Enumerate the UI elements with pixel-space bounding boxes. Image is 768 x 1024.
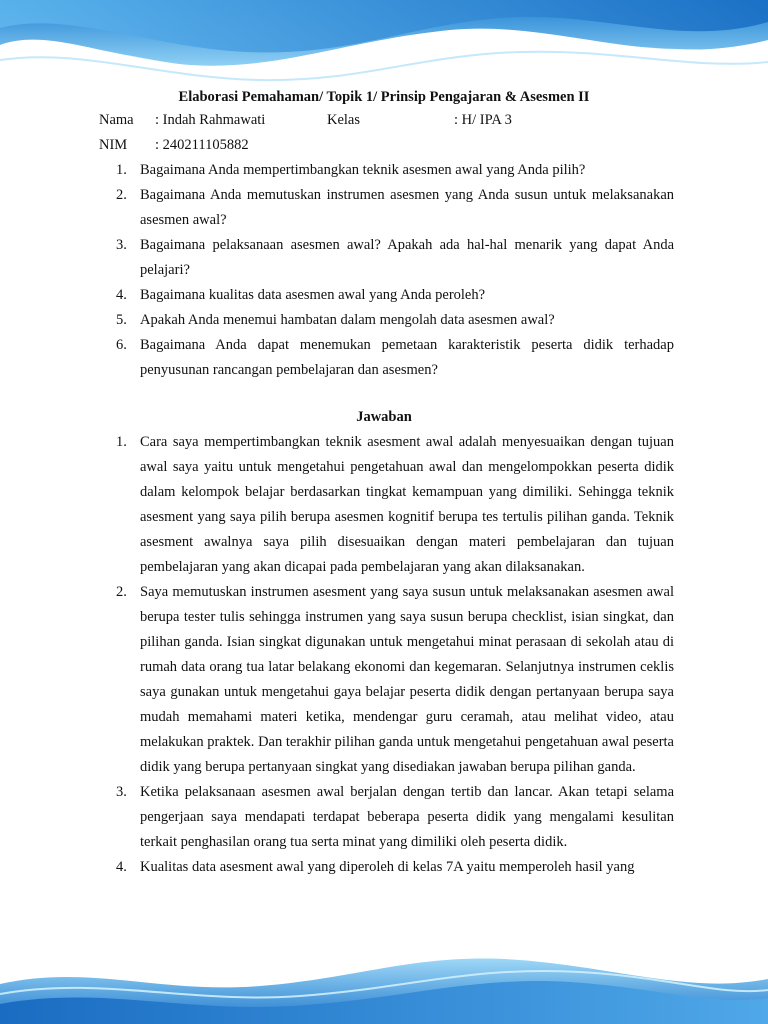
- name-value: : Indah Rahmawati: [155, 112, 266, 128]
- name-row: [0, 108, 768, 133]
- answer-item: [0, 780, 768, 855]
- answer-item: [0, 855, 768, 880]
- question-number: 3.: [116, 237, 127, 253]
- question-text: Bagaimana pelaksanaan asesmen awal? Apakah ada hal-hal menarik yang dapat Anda pelajari?: [140, 237, 674, 278]
- question-item: [0, 158, 768, 183]
- document-body: [0, 86, 768, 880]
- question-number: 6.: [116, 337, 127, 353]
- answer-text: Ketika pelaksanaan asesmen awal berjalan dengan tertib dan lancar. Akan tetapi selama pengerjaan saya mendapati terdapat beberapa peserta didik yang mengalami kesulitan terkait penghasilan orang tua serta minat yang dimiliki oleh peserta didik.: [140, 784, 674, 850]
- question-item: [0, 333, 768, 383]
- answer-number: 3.: [116, 784, 127, 800]
- question-text: Bagaimana kualitas data asesmen awal yang Anda peroleh?: [140, 287, 486, 303]
- footer-wave-decoration: [0, 924, 768, 1024]
- answer-number: 2.: [116, 584, 127, 600]
- question-item: [0, 233, 768, 283]
- question-text: Bagaimana Anda memutuskan instrumen asesmen yang Anda susun untuk melaksanakan asesmen awal?: [140, 187, 674, 228]
- answer-item: [0, 430, 768, 580]
- answer-number: 1.: [116, 434, 127, 450]
- question-item: [0, 183, 768, 233]
- question-item: [0, 283, 768, 308]
- question-number: 1.: [116, 162, 127, 178]
- nim-label: NIM: [99, 137, 128, 153]
- question-number: 4.: [116, 287, 127, 303]
- class-value: : H/ IPA 3: [454, 112, 512, 128]
- answers-heading: Jawaban: [356, 409, 412, 425]
- answer-text: Saya memutuskan instrumen asesment yang saya susun untuk melaksanakan asesmen awal berupa tester tulis sehingga instrumen yang saya susun berupa checklist, isian singkat, dan pilihan ganda. Isian singkat digunakan untuk mengetahui minat perasaan di sekolah atau di rumah data orang tua latar belakang ekonomi dan kegemaran. Selanjutnya instrumen ceklis saya gunakan untuk mengetahui gaya belajar peserta didik dengan pertanyaan berupa saya mudah memahami materi ketika, mendengar guru ceramah, atau melihat video, atau melakukan praktek. Dan terakhir pilihan ganda untuk mengetahui pengetahuan awal peserta didik yang berupa pertanyaan singkat yang disediakan jawaban berupa pilihan ganda.: [140, 584, 674, 775]
- question-number: 5.: [116, 312, 127, 328]
- answer-text: Cara saya mempertimbangkan teknik asesment awal adalah menyesuaikan dengan tujuan awal saya yaitu untuk mengetahui pengetahuan awal dan mengelompokkan peserta didik dalam kelompok belajar berdasarkan tingkat kemampuan yang dimiliki. Sehingga teknik asesment yang saya pilih berupa asesmen kognitif berupa tes tertulis pilihan ganda. Teknik asesment awalnya saya pilih disesuaikan dengan materi pembelajaran dan tujuan pembelajaran yang akan dicapai pada pembelajaran yang akan dilaksanakan.: [140, 434, 674, 575]
- header-wave-decoration: [0, 0, 768, 92]
- question-text: Bagaimana Anda dapat menemukan pemetaan karakteristik peserta didik terhadap penyusunan rancangan pembelajaran dan asesmen?: [140, 337, 674, 378]
- answer-list: [0, 430, 768, 880]
- question-text: Apakah Anda menemui hambatan dalam mengolah data asesmen awal?: [140, 312, 555, 328]
- answer-text: Kualitas data asesment awal yang diperoleh di kelas 7A yaitu memperoleh hasil yang: [140, 859, 635, 875]
- question-list: [0, 158, 768, 383]
- question-text: Bagaimana Anda mempertimbangkan teknik asesmen awal yang Anda pilih?: [140, 162, 586, 178]
- question-number: 2.: [116, 187, 127, 203]
- answer-item: [0, 580, 768, 780]
- document-title: Elaborasi Pemahaman/ Topik 1/ Prinsip Pengajaran & Asesmen II: [178, 89, 590, 105]
- nim-value: : 240211105882: [155, 137, 249, 153]
- answer-number: 4.: [116, 859, 127, 875]
- name-label: Nama: [99, 112, 134, 128]
- nim-row: [0, 133, 768, 158]
- question-item: [0, 308, 768, 333]
- class-label: Kelas: [327, 112, 361, 128]
